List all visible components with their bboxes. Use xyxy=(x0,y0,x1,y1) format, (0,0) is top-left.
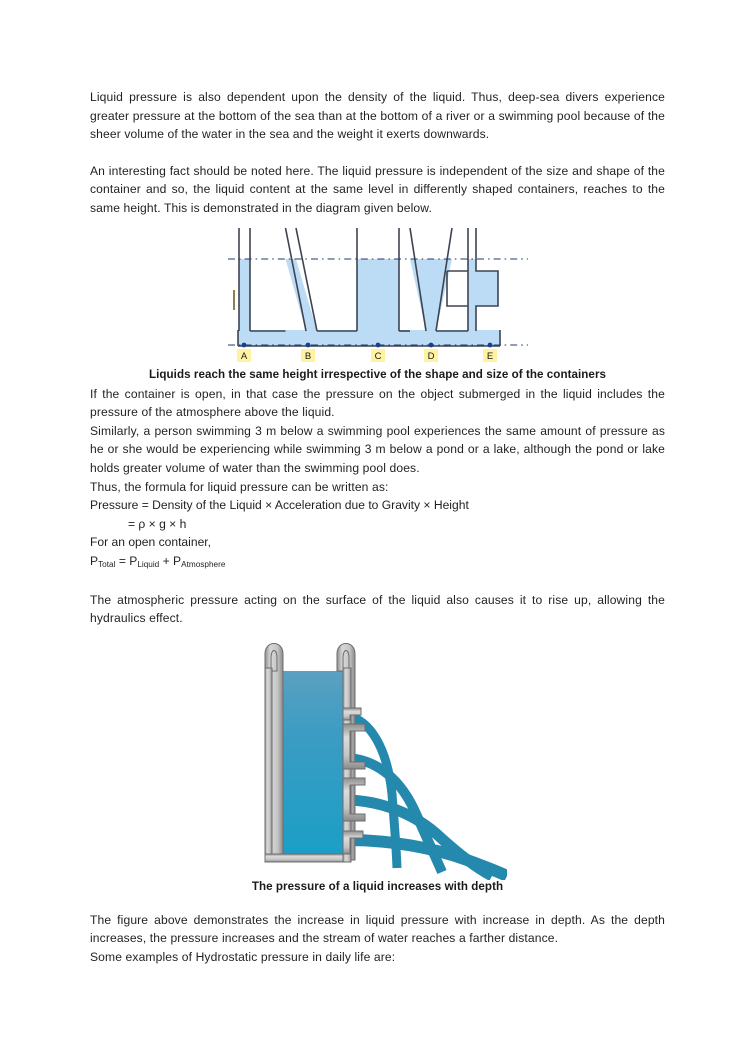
figure2-caption: The pressure of a liquid increases with depth xyxy=(251,879,504,893)
water-jet-4 xyxy=(348,840,507,876)
formula-pressure-words: Pressure = Density of the Liquid × Acceleration due to Gravity × Height xyxy=(90,498,469,513)
paragraph-examples-intro: Some examples of Hydrostatic pressure in daily life are: xyxy=(90,949,396,964)
figure-tank-with-jets xyxy=(90,628,665,880)
spacer xyxy=(90,893,665,911)
water-jets xyxy=(348,716,507,876)
figure-connected-vessels-svg xyxy=(228,218,528,368)
liquid-fills xyxy=(238,259,500,346)
tank-spouts xyxy=(343,708,365,854)
formula-total-pressure xyxy=(90,552,665,573)
p-atmosphere-subscript: Atmosphere xyxy=(181,559,226,569)
paragraph-atmospheric: The atmospheric pressure acting on the surface of the liquid also causes it to rise up, allowing the hydraulics effect. xyxy=(90,592,665,626)
figure1-caption: Liquids reach the same height irrespective of the shape and size of the containers xyxy=(148,367,607,381)
label-a: A xyxy=(240,350,247,362)
label-e: E xyxy=(486,350,493,362)
p-liquid-subscript: Liquid xyxy=(137,559,160,569)
p-total-equals: = P xyxy=(115,553,138,568)
p-total-symbol: P xyxy=(90,553,99,568)
p-total-subscript: Total xyxy=(98,559,116,569)
tank-left-wall-body xyxy=(265,668,272,860)
p-total-plus: + P xyxy=(159,553,182,568)
point-labels xyxy=(237,349,497,362)
paragraph-open-container: If the container is open, in that case the pressure on the object submerged in the liquid includes the pressure of the atmosphere above the liquid. xyxy=(90,386,665,420)
label-c: C xyxy=(374,350,381,362)
label-b: B xyxy=(304,350,311,362)
formula-open-container-label: For an open container, xyxy=(90,535,212,550)
figure-tank-with-jets-svg xyxy=(249,628,507,880)
paragraph-interesting-fact: An interesting fact should be noted here. The liquid pressure is independent of the size and shape of the container and so, the liquid content at the same level in differently shaped containers, reaches to the same height. This is demonstrated in the diagram given below. xyxy=(90,163,665,215)
paragraph-similarly: Similarly, a person swimming 3 m below a swimming pool experiences the same amount of pressure as he or she would be experiencing while swimming 3 m below a pond or a lake, although the pond or lake holds greater volume of water than the swimming pool does. xyxy=(90,423,665,475)
paragraph-figure-explanation: The figure above demonstrates the increase in liquid pressure with increase in depth. As the depth increases, the pressure increases and the stream of water reaches a farther distance. xyxy=(90,912,665,946)
spacer xyxy=(90,144,665,162)
label-d: D xyxy=(427,350,434,362)
figure-connected-vessels xyxy=(90,218,665,368)
formula-pressure-symbols: = ρ × g × h xyxy=(128,516,187,531)
spacer xyxy=(90,573,665,591)
tank-bottom-wall xyxy=(265,854,351,862)
paragraph-intro: Liquid pressure is also dependent upon the density of the liquid. Thus, deep-sea divers experience greater pressure at the bottom of the sea than at the bottom of a river or a swimming pool because of the sheer volume of the water in the sea and the weight it exerts downwards. xyxy=(90,90,665,142)
paragraph-formula-intro: Thus, the formula for liquid pressure can be written as: xyxy=(90,479,389,494)
